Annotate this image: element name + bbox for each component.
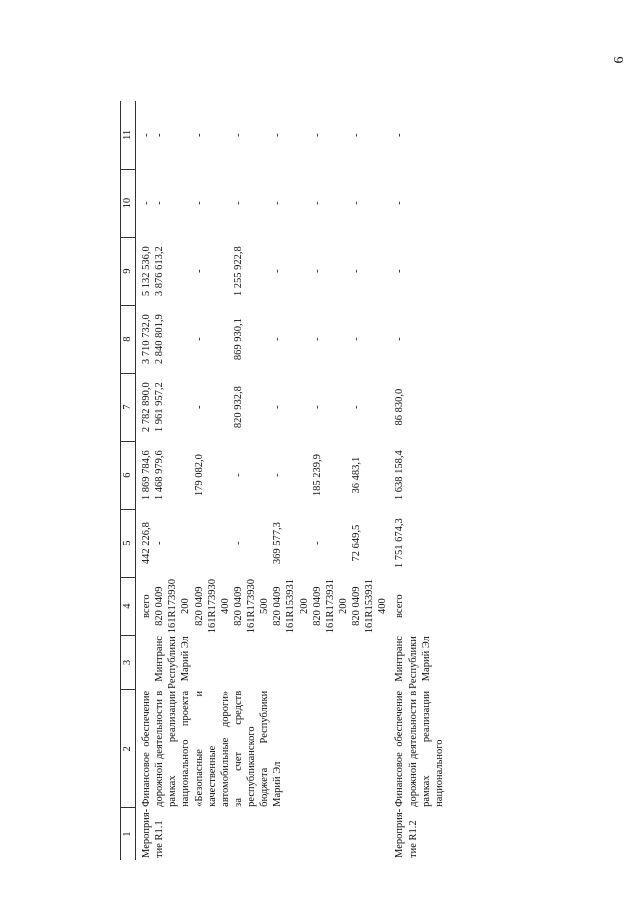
executor-cell: Минтранс Республики Марий Эл [154,636,192,689]
value-cell-10: - [272,201,284,205]
value-cell-8: 2 840 801,9 [154,314,166,365]
code-cell: 820 0409 161R153931 400 [351,579,389,634]
value-cell-8: - [193,337,205,341]
value-cell-6: 179 082,0 [193,454,205,497]
value-cell-7: - [193,405,205,409]
value-cell-10: - [394,201,406,205]
value-cell-6: - [272,473,284,477]
description-cell: Финансовое обеспечение дорожной деятельности в рамках реализации национального [394,690,445,807]
value-cell-6: 185 239,9 [311,454,323,497]
col-header-5: 5 [121,509,136,577]
executor-cell [271,635,389,690]
value-cell-7: 1 961 957,2 [154,382,166,433]
value-cell-6: 1 869 784,6 [141,450,152,501]
value-cell-10: - [232,201,244,205]
value-cell-10: - [141,201,152,205]
table-row [389,101,446,860]
value-cell-5: 369 577,3 [272,522,284,565]
executor-cell [136,635,154,690]
code-cell: 820 0409 161R173930 500 [232,579,271,634]
value-cell-7: 86 830,0 [394,388,406,426]
col-header-2: 2 [121,690,136,808]
value-cell-11: - [311,133,323,137]
value-cell-7: 820 932,8 [232,386,244,429]
value-cell-9: 3 876 613,2 [154,246,166,297]
value-cell-7: - [311,405,323,409]
table-body [136,101,446,860]
value-cell-11: - [193,133,205,137]
value-cell-9: 5 132 536,0 [141,246,152,297]
value-cell-6: 36 483,1 [351,456,362,494]
code-cell: 820 0409 161R173930 200 [154,579,192,634]
value-cell-8: - [394,337,406,341]
code-cell: 820 0409 161R173931 200 [311,579,349,634]
page-number: 6 [612,56,627,64]
value-cell-8: - [351,337,362,341]
value-cell-7: - [351,405,362,409]
value-cell-8: - [311,337,323,341]
value-cell-9: - [394,269,406,273]
value-cell-6: - [232,473,244,477]
value-cell-11: - [141,133,152,137]
value-cell-9: - [311,269,323,273]
value-cell-9: - [272,269,284,273]
value-cell-8: - [272,337,284,341]
value-cell-11: - [272,133,284,137]
rotated-table-container [120,60,500,860]
col-header-1: 1 [121,808,136,860]
value-cell-10: - [154,201,166,205]
value-cell-11: - [232,133,244,137]
value-cell-8: 869 930,1 [232,318,244,361]
code-cell: всего [141,594,152,618]
value-cell-7: - [272,405,284,409]
value-cell-6: 1 468 979,6 [154,450,166,501]
value-cell-7: 2 782 890,0 [141,382,152,433]
code-cell: всего [394,594,406,618]
value-cell-6: 1 638 158,4 [394,450,406,501]
executor-cell: Минтранс Республики Марий Эл [394,636,432,689]
col-header-8: 8 [121,305,136,373]
value-cell-9: - [351,269,362,273]
col-header-7: 7 [121,373,136,441]
value-cell-5: 442 226,8 [141,522,152,565]
col-header-3: 3 [121,635,136,690]
description-cell: Финансовое обеспечение дорожной деятельности в рамках реализации национального проекта «Безопасные и качественные автомобильные дороги» за счет средств республиканского бюджета Республики Марий Эл [141,690,284,807]
col-header-10: 10 [121,169,136,237]
col-header-4: 4 [121,577,136,635]
measure-cell: Мероприя-тие R1.1 [141,808,166,858]
code-cell: 820 0409 161R153931 200 [272,579,310,634]
budget-table [120,101,446,860]
value-cell-5: - [311,541,323,545]
code-cell: 820 0409 161R173930 400 [193,579,231,634]
value-cell-10: - [311,201,323,205]
value-cell-5: 1 751 674,3 [394,518,406,569]
value-cell-10: - [193,201,205,205]
col-header-9: 9 [121,237,136,305]
table-row [136,101,154,860]
value-cell-5 [193,509,232,577]
value-cell-5: - [154,541,166,545]
header-row [121,101,136,860]
value-cell-9: 1 255 922,8 [232,246,244,297]
measure-cell: Мероприя-тие R1.2 [394,808,419,858]
value-cell-11: - [154,133,166,137]
value-cell-9: - [193,269,205,273]
value-cell-10: - [351,201,362,205]
value-cell-11: - [394,133,406,137]
value-cell-8: 3 710 732,0 [141,314,152,365]
col-header-6: 6 [121,441,136,509]
col-header-11: 11 [121,101,136,169]
value-cell-5: - [232,541,244,545]
value-cell-5: 72 649,5 [351,524,362,562]
value-cell-11: - [351,133,362,137]
